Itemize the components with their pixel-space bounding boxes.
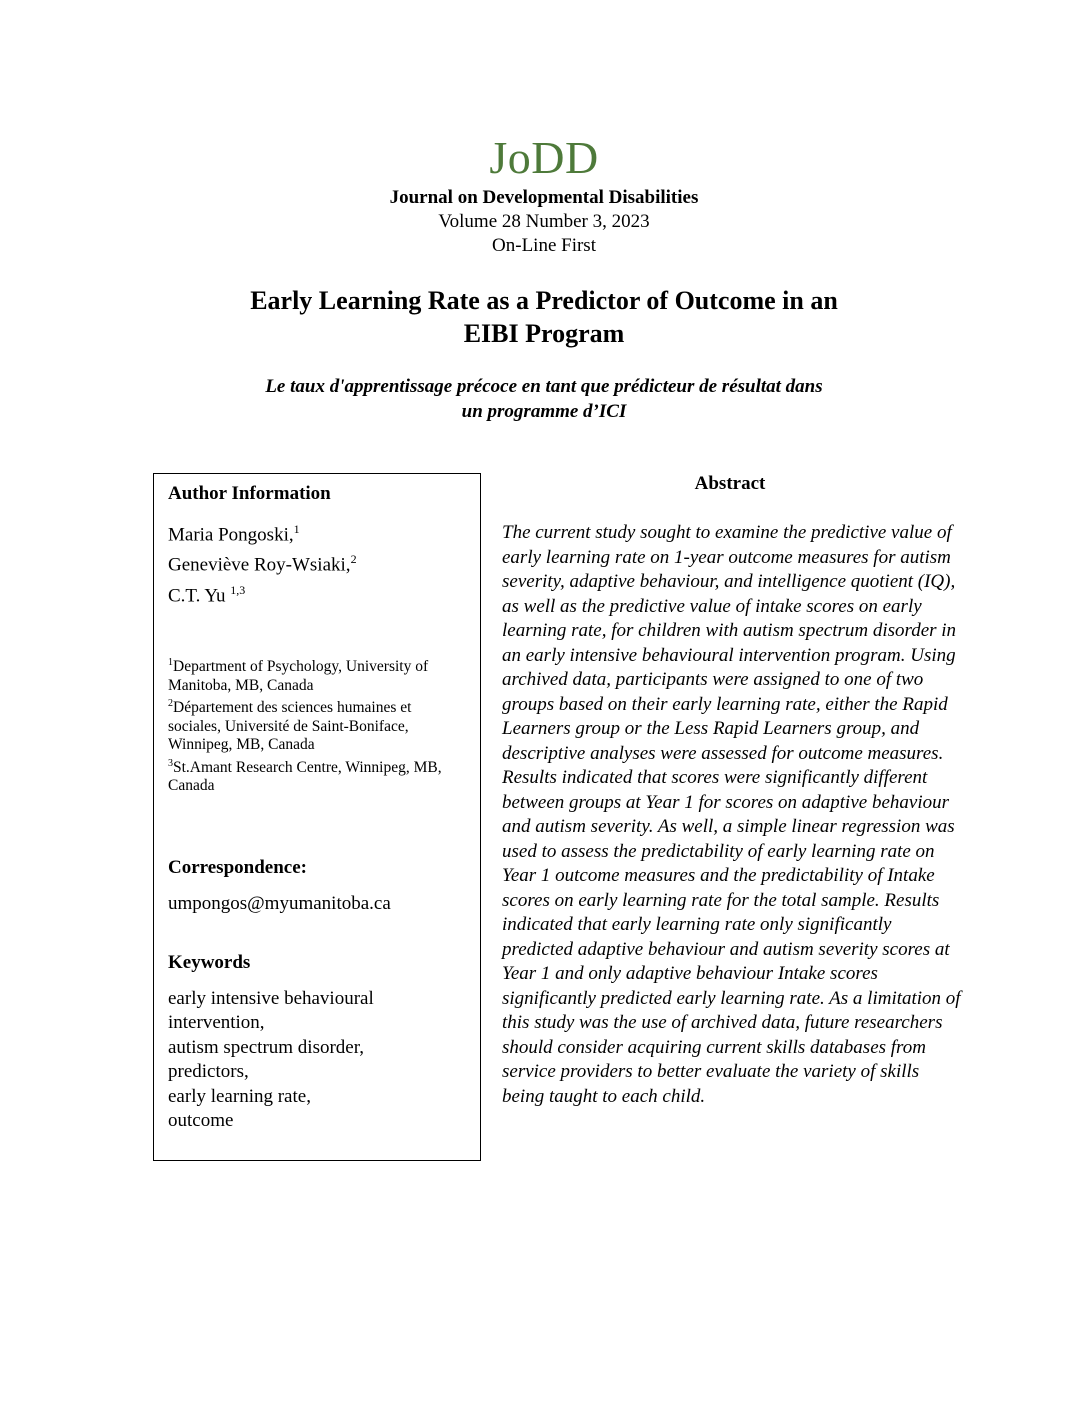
author-name: Geneviève Roy-Wsiaki,: [168, 554, 351, 576]
affiliation-mark: 3: [168, 757, 173, 769]
affiliation-text: Département des sciences humaines et sociales, Université de Saint-Boniface, Winnipeg, MB, Canada: [168, 699, 412, 754]
abstract-text: The current study sought to examine the predictive value of early learning rate on 1-year outcome measures for autism severity, adaptive behaviour, and intelligence quotient (IQ), as well as the predictive value of intake scores on early learning rate, for children with autism spectrum disorder in an early intensive behavioural intervention program. Using archived data, participants were assigned to one of two groups based on their early learning rate, either the Rapid Learners group or the Less Rapid Learners group, and descriptive analyses were assessed for outcome measures. Results indicated that scores were significantly different between groups at Year 1 for scores on adaptive behaviour and autism severity. As well, a simple linear regression was used to assess the predictability of early learning rate on Year 1 outcome measures and the predictability of Intake scores on early learning rate for the total sample. Results indicated that early learning rate only significantly predicted adaptive behaviour and autism severity scores at Year 1 and only adaptive behaviour Intake scores significantly predicted early learning rate. As a limitation of this study was the use of archived data, future researchers should consider acquiring current skills databases from service providers to better evaluate the variety of skills being taught to each child.: [502, 522, 961, 1107]
affiliation: [168, 695, 466, 755]
author: [168, 547, 466, 577]
french-title: [200, 374, 888, 424]
keywords-list: [168, 987, 466, 1134]
affiliation: [168, 755, 466, 796]
affiliation: [168, 654, 466, 695]
affiliation-mark: 1: [168, 656, 173, 668]
masthead: [0, 132, 1088, 258]
publication-status: On-Line First: [492, 235, 596, 256]
correspondence-heading: Correspondence:: [168, 856, 307, 878]
correspondence-email[interactable]: umpongos@myumanitoba.ca: [168, 892, 391, 914]
french-title-line-2: un programme d’ICI: [461, 401, 627, 422]
journal-logo: JoDD: [489, 132, 599, 183]
keyword: early intensive behavioural intervention,: [168, 987, 374, 1034]
article-title: [150, 284, 938, 350]
keyword: predictors,: [168, 1061, 249, 1083]
abstract-heading: Abstract: [694, 473, 766, 494]
author: [168, 578, 466, 608]
author-affiliation-mark: 1,3: [230, 582, 246, 597]
author-information-box: [153, 473, 481, 1161]
author-name: Maria Pongoski,: [168, 524, 294, 546]
affiliation-text: Department of Psychology, University of Manitoba, MB, Canada: [168, 658, 429, 694]
author-affiliation-mark: 1: [293, 522, 300, 536]
french-title-line-1: Le taux d'apprentissage précoce en tant que prédicteur de résultat dans: [265, 376, 823, 397]
author-information-heading: Author Information: [168, 483, 331, 504]
keyword: autism spectrum disorder,: [168, 1036, 365, 1058]
author-name: C.T. Yu: [168, 584, 231, 606]
article-title-line-2: EIBI Program: [463, 319, 625, 348]
affiliations: [168, 654, 466, 796]
author-affiliation-mark: 2: [350, 552, 357, 567]
article-title-line-1: Early Learning Rate as a Predictor of Outcome in an: [250, 286, 838, 315]
keyword: outcome: [168, 1110, 234, 1132]
keywords-heading: Keywords: [168, 951, 251, 973]
volume-issue: Volume 28 Number 3, 2023: [438, 211, 650, 232]
affiliation-mark: 2: [168, 698, 173, 710]
journal-name: Journal on Developmental Disabilities: [389, 187, 699, 208]
author: [168, 517, 466, 547]
affiliation-text: St.Amant Research Centre, Winnipeg, MB, Canada: [168, 758, 442, 795]
keyword: early learning rate,: [168, 1085, 311, 1107]
author-list: [168, 517, 466, 608]
